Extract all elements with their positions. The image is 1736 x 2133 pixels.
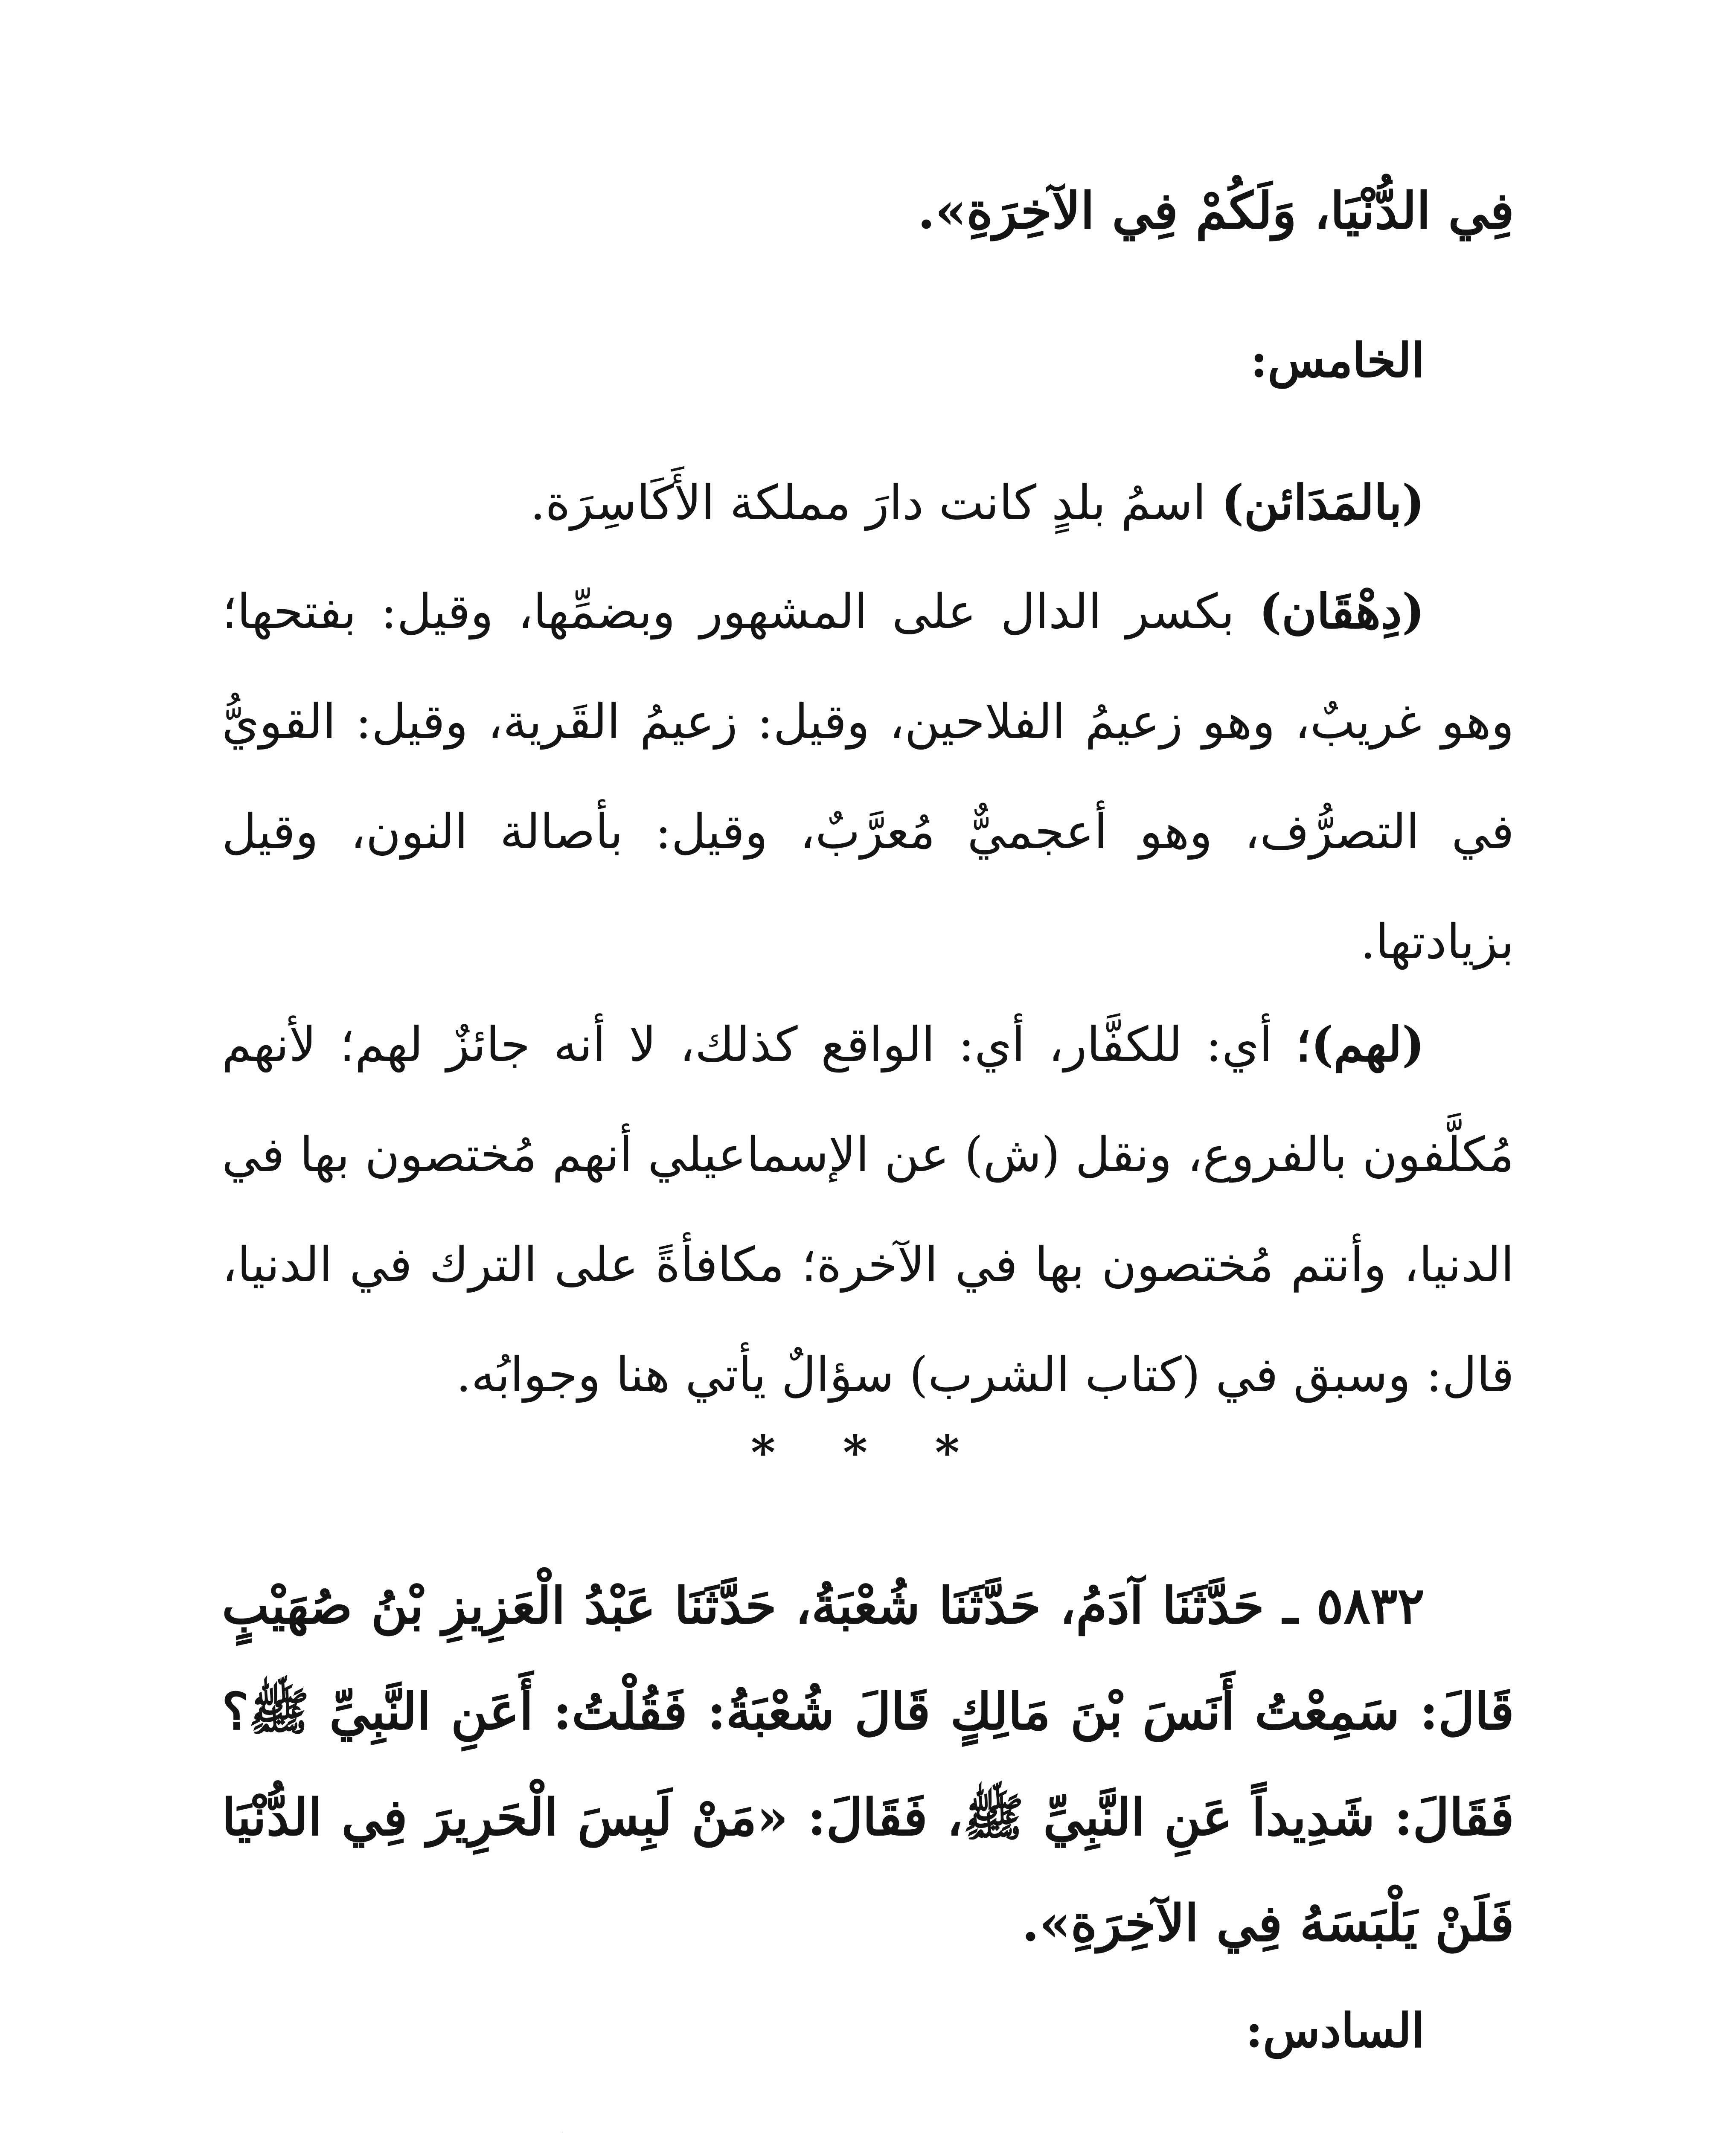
term-madain: (بالمَدَائن) [1221, 475, 1425, 531]
commentary-paragraph-lahum [222, 990, 1514, 1430]
section-heading-sixth: السادس: [1245, 2003, 1425, 2058]
commentary-paragraph-madain [222, 448, 1514, 558]
hadith-5832-text: ٥٨٣٢ ـ حَدَّثَنَا آدَمُ، حَدَّثَنَا شُعْبَةُ، حَدَّثَنَا عَبْدُ الْعَزِيزِ بْنُ صُهَيْبٍ قَالَ: سَمِعْتُ أَنَسَ بْنَ مَالِكٍ قَالَ شُعْبَةُ: فَقُلْتُ: أَعَنِ النَّبِيِّ ﷺ؟ فَقَالَ: شَدِيداً عَنِ النَّبِيِّ ﷺ، فَقَالَ: «مَنْ لَبِسَ الْحَرِيرَ فِي الدُّنْيَا فَلَنْ يَلْبَسَهُ فِي الآخِرَةِ». [222, 1576, 1514, 1953]
term-dihqan: (دِهْقَان) [1259, 584, 1425, 639]
commentary-text-lahum: أي: للكفَّار، أي: الواقع كذلك، لا أنه جائزٌ لهم؛ لأنهم مُكلَّفون بالفروع، ونقل (ش) عن الإسماعيلي أنهم مُختصون بها في الدنيا، وأنتم مُختصون بها في الآخرة؛ مكافأةً على الترك في الدنيا، قال: وسبق في (كتاب الشرب) سؤالٌ يأتي هنا وجوابُه. [222, 1017, 1514, 1403]
commentary-paragraph-dihqan [222, 557, 1514, 997]
hadith-ending-text: فِي الدُّنْيَا، وَلَكُمْ فِي الآخِرَةِ». [917, 181, 1514, 240]
commentary-text-dihqan: بكسر الدال على المشهور وبضمِّها، وقيل: بفتحها؛ وهو غريبٌ، وهو زعيمُ الفلاحين، وقيل: زعيمُ القَرية، وقيل: القويُّ في التصرُّف، وهو أعجميٌّ مُعرَّبٌ، وقيل: بأصالة النون، وقيل بزيادتها. [222, 584, 1514, 970]
commentary-text-madain: اسمُ بلدٍ كانت دارَ مملكة الأَكَاسِرَة. [530, 475, 1221, 531]
term-lahum: (لهم)؛ [1296, 1017, 1425, 1072]
hadith-ending-fragment [222, 158, 1514, 264]
commentary-paragraph-shuba [222, 2112, 1514, 2133]
section-heading-fifth: الخامس: [1250, 333, 1425, 388]
section-separator: * * * [750, 1425, 986, 1480]
